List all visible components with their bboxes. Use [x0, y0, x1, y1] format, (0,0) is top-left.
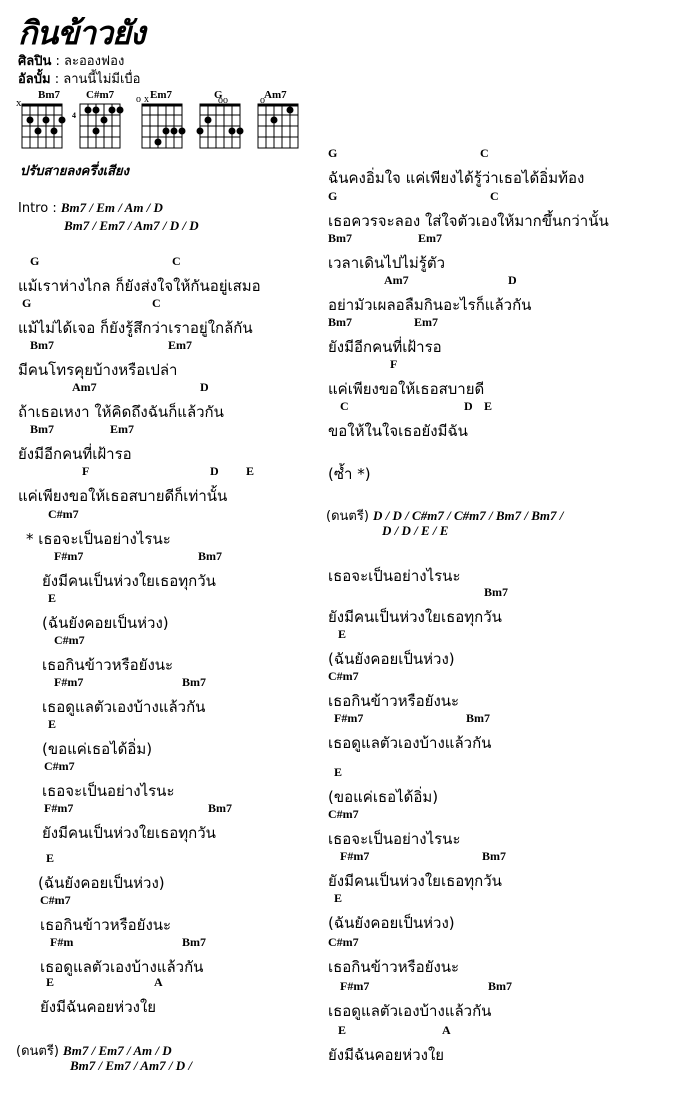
right-lyric: (ขอแค่เธอได้อิ่ม) — [328, 788, 439, 806]
right-lyric: ยังมีฉันคอยห่วงใย — [328, 1046, 445, 1064]
chord-diagram-am7 — [258, 89, 298, 148]
left-lyric: ยังมีอีกคนที่เฝ้ารอ — [18, 445, 132, 463]
right-chord: Bm7 — [328, 315, 352, 329]
interlude-right-chords-2: D / D / E / E — [382, 523, 449, 538]
left-chord: Bm7 — [198, 549, 222, 563]
right-chord: C#m7 — [328, 807, 359, 821]
left-chord: F — [82, 464, 90, 478]
svg-text:x: x — [16, 97, 22, 109]
right-chord: Bm7 — [488, 979, 512, 993]
right-chord: Bm7 — [466, 711, 490, 725]
song-title: กินข้าวยัง — [18, 14, 145, 52]
right-lyric: (ฉันยังคอยเป็นห่วง) — [328, 914, 455, 932]
chord-diagram-em7 — [136, 89, 186, 148]
right-chord: E — [334, 891, 343, 905]
left-chord: C — [152, 296, 161, 310]
left-lyric: เธอดูแลตัวเองบ้างแล้วกัน — [42, 698, 206, 716]
left-chord: Em7 — [168, 338, 192, 352]
left-lyric: มีคนโทรคุยบ้างหรือเปล่า — [18, 361, 178, 379]
left-chord: F#m7 — [44, 801, 74, 815]
left-chord: D — [210, 464, 219, 478]
chord-name-em7: Em7 — [150, 89, 172, 101]
right-chord: E — [338, 1023, 347, 1037]
svg-text:x: x — [144, 94, 149, 105]
album-name: ลานนี้ไม่มีเบื่อ — [63, 72, 141, 87]
album-label: อัลบั้ม — [18, 72, 51, 87]
right-lyric: (ซ้ำ *) — [328, 465, 371, 483]
right-chord: D — [508, 273, 517, 287]
right-lyric: ยังมีคนเป็นห่วงใยเธอทุกวัน — [328, 608, 502, 626]
left-chord: E — [46, 975, 55, 989]
intro-chords-2: Bm7 / Em7 / Am7 / D / D — [64, 218, 199, 233]
left-chord: A — [154, 975, 163, 989]
artist-label: ศิลปิน — [18, 54, 52, 69]
left-lyric: (ฉันยังคอยเป็นห่วง) — [42, 614, 169, 632]
chord-name-bm7: Bm7 — [38, 89, 60, 101]
intro-line-1 — [18, 200, 163, 216]
chord-name-csm7: C#m7 — [86, 89, 115, 101]
outro-left-chords-2: Bm7 / Em7 / Am7 / D / — [70, 1058, 192, 1073]
left-chord: F#m — [50, 935, 74, 949]
right-lyric: เวลาเดินไปไม่รู้ตัว — [328, 254, 446, 272]
right-chord: A — [442, 1023, 451, 1037]
right-chord: F#m7 — [340, 979, 370, 993]
intro-chords-1: Bm7 / Em / Am / D — [60, 200, 163, 215]
intro-label: Intro : — [18, 201, 57, 216]
right-lyric: แค่เพียงขอให้เธอสบายดี — [328, 380, 485, 398]
left-lyric: ยังมีฉันคอยห่วงใย — [40, 998, 157, 1016]
tuning-note: ปรับสายลงครึ่งเสียง — [20, 163, 130, 178]
right-lyric: ยังมีอีกคนที่เฝ้ารอ — [328, 338, 442, 356]
right-chord: Em7 — [414, 315, 438, 329]
right-chord: Am7 — [384, 273, 409, 287]
right-lyric: เธอดูแลตัวเองบ้างแล้วกัน — [328, 1002, 492, 1020]
chord-diagram-strip — [14, 88, 314, 154]
chord-name-g: G — [214, 89, 223, 101]
album-line: อัลบั้ม : ลานนี้ไม่มีเบื่อ — [18, 72, 141, 87]
left-chord: E — [46, 851, 55, 865]
left-chord: Bm7 — [30, 338, 54, 352]
outro-left-line-2 — [70, 1058, 192, 1074]
left-lyric: แม้เราห่างไกล ก็ยังส่งใจให้กันอยู่เสมอ — [18, 277, 261, 295]
left-lyric: เธอกินข้าวหรือยังนะ — [42, 656, 174, 674]
left-lyric: (ฉันยังคอยเป็นห่วง) — [38, 874, 165, 892]
right-chord: C — [480, 146, 489, 160]
right-chord: E — [334, 765, 343, 779]
left-lyric: ยังมีคนเป็นห่วงใยเธอทุกวัน — [42, 572, 216, 590]
left-lyric: เธอดูแลตัวเองบ้างแล้วกัน — [40, 958, 204, 976]
right-lyric: เธอจะเป็นอย่างไรนะ — [328, 567, 461, 585]
left-chord: C — [172, 254, 181, 268]
left-lyric: เธอจะเป็นอย่างไรนะ — [42, 782, 175, 800]
left-chord: G — [30, 254, 40, 268]
left-chord: C#m7 — [54, 633, 85, 647]
right-chord: E — [338, 627, 347, 641]
left-chord: C#m7 — [40, 893, 71, 907]
left-chord: G — [22, 296, 32, 310]
svg-text:4: 4 — [72, 111, 76, 120]
right-chord: C#m7 — [328, 669, 359, 683]
artist-line: ศิลปิน : ละอองฟอง — [18, 54, 125, 69]
left-lyric: * เธอจะเป็นอย่างไรนะ — [26, 530, 171, 548]
left-chord: C#m7 — [48, 507, 79, 521]
left-chord: Am7 — [72, 380, 97, 394]
left-chord: F#m7 — [54, 549, 84, 563]
left-chord: D — [200, 380, 209, 394]
right-lyric: ขอให้ในใจเธอยังมีฉัน — [328, 422, 468, 440]
artist-name: ละอองฟอง — [64, 54, 125, 69]
right-chord: G — [328, 146, 338, 160]
right-chord: F#m7 — [340, 849, 370, 863]
outro-left-label: (ดนตรี) — [16, 1044, 59, 1059]
right-chord: Bm7 — [328, 231, 352, 245]
chord-diagram-csm7 — [72, 89, 124, 148]
left-lyric: แม้ไม่ได้เจอ ก็ยังรู้สึกว่าเราอยู่ใกล้กัน — [18, 319, 253, 337]
left-chord: E — [246, 464, 255, 478]
interlude-right-chords-1: D / D / C#m7 / C#m7 / Bm7 / Bm7 / — [373, 508, 564, 523]
left-lyric: ยังมีคนเป็นห่วงใยเธอทุกวัน — [42, 824, 216, 842]
left-chord: E — [48, 591, 57, 605]
chord-diagram-bm7 — [16, 89, 66, 148]
right-lyric: ฉันคงอิ่มใจ แค่เพียงได้รู้ว่าเธอได้อิ่มท้อง — [328, 169, 585, 187]
right-lyric: เธอกินข้าวหรือยังนะ — [328, 692, 460, 710]
right-chord: Bm7 — [482, 849, 506, 863]
left-lyric: เธอกินข้าวหรือยังนะ — [40, 916, 172, 934]
right-lyric: (ฉันยังคอยเป็นห่วง) — [328, 650, 455, 668]
outro-left-chords-1: Bm7 / Em7 / Am / D — [63, 1043, 172, 1058]
svg-text:oo: oo — [218, 95, 228, 106]
right-chord: Bm7 — [484, 585, 508, 599]
right-lyric: เธอดูแลตัวเองบ้างแล้วกัน — [328, 734, 492, 752]
right-lyric: อย่ามัวเผลอลืมกินอะไรก็แล้วกัน — [328, 296, 532, 314]
left-lyric: ถ้าเธอเหงา ให้คิดถึงฉันก็แล้วกัน — [18, 403, 224, 421]
chord-diagram-g — [197, 89, 244, 148]
left-chord: Em7 — [110, 422, 134, 436]
left-chord: Bm7 — [182, 675, 206, 689]
left-chord: E — [48, 717, 57, 731]
right-lyric: เธอจะเป็นอย่างไรนะ — [328, 830, 461, 848]
right-chord: C#m7 — [328, 935, 359, 949]
right-chord: D — [464, 399, 473, 413]
right-chord: C — [490, 189, 499, 203]
right-chord: E — [484, 399, 493, 413]
right-chord: F#m7 — [334, 711, 364, 725]
right-chord: G — [328, 189, 338, 203]
right-chord: C — [340, 399, 349, 413]
svg-text:o: o — [136, 94, 141, 105]
right-chord: Em7 — [418, 231, 442, 245]
left-chord: Bm7 — [182, 935, 206, 949]
svg-text:o: o — [260, 95, 265, 106]
left-chord: F#m7 — [54, 675, 84, 689]
right-lyric: เธอกินข้าวหรือยังนะ — [328, 958, 460, 976]
left-chord: Bm7 — [208, 801, 232, 815]
interlude-right-label: (ดนตรี) — [326, 509, 369, 524]
left-lyric: แค่เพียงขอให้เธอสบายดีก็เท่านั้น — [18, 487, 228, 505]
intro-line-2 — [64, 218, 199, 234]
left-chord: Bm7 — [30, 422, 54, 436]
chord-name-am7: Am7 — [264, 89, 287, 101]
right-lyric: เธอควรจะลอง ใส่ใจตัวเองให้มากขึ้นกว่านั้น — [328, 212, 609, 230]
right-chord: F — [390, 357, 398, 371]
interlude-right-line-2 — [382, 523, 448, 539]
left-chord: C#m7 — [44, 759, 75, 773]
left-lyric: (ขอแค่เธอได้อิ่ม) — [42, 740, 153, 758]
right-lyric: ยังมีคนเป็นห่วงใยเธอทุกวัน — [328, 872, 502, 890]
